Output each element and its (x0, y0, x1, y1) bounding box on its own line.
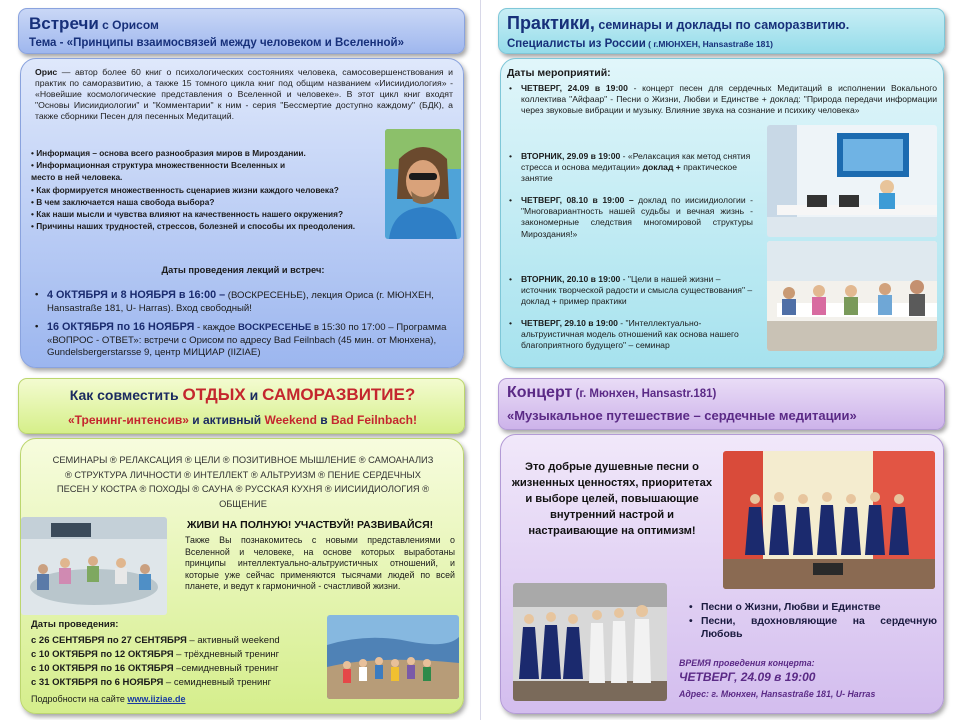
group-session-photo (21, 517, 167, 615)
concert-bullet: • Песни, вдохновляющие на сердечную Любовь (689, 615, 937, 640)
concert-subtitle: «Музыкальное путешествие – сердечные медитации» (507, 408, 857, 423)
seminar-stage-photo (767, 125, 937, 237)
training-title: Как совместить ОТДЫХ и САМОРАЗВИТИЕ? (69, 385, 416, 404)
hiking-group-photo (327, 615, 459, 699)
keywords-list: СЕМИНАРЫ ® РЕЛАКСАЦИЯ ® ЦЕЛИ ® ПОЗИТИВНОЕ МЫШЛЕНИЕ ® САМОАНАЛИЗ ® СТРУКТУРА ЛИЧНОСТИ ® ИНТЕЛЛЕКТ ® АЛЬТРУИЗМ ® ПЕНИЕ СЕРДЕЧНЫХ ПЕСЕН У КОСТРА ® ПОХОДЫ ® САУНА ® РУССКАЯ КУХНЯ ® ИИСИИДИОЛОГИЯ ® ОБЩЕНИЕ (52, 455, 434, 509)
training-slogan: ЖИВИ НА ПОЛНУЮ! УЧАСТВУЙ! РАЗВИВАЙСЯ! (187, 519, 434, 531)
topic-item: место в ней человека. (31, 172, 123, 183)
lecture-date-2: • 16 ОКТЯБРЯ по 16 НОЯБРЯ - каждое ВОСКРЕСЕНЬЕ в 15:30 по 17:00 – Программа «ВОПРОС - ОТВЕТ»: встречи с Орисом по адресу Bad Feilnbach (45 мин. от Мюнхена), Gundelsbergerstarsse 9, центр МИЦИАР (IIZIAE) (35, 321, 447, 358)
meetings-header (18, 8, 465, 54)
training-header (18, 378, 465, 434)
training-subtitle: «Тренинг-интенсив» и активный Weekend в Bad Feilnbach! (67, 413, 418, 427)
event-1: • ЧЕТВЕРГ, 24.09 в 19:00 - концерт песен для сердечных Медитаций в исполнении Вокального коллектива "Айфаар" - Песни о Жизни, Любви и Единстве + доклад: "Природа передачи информации через звуковые вибрации и музыку. Влияние звука на сознание и психику человека» (509, 83, 937, 116)
oris-intro: Орис — автор более 60 книг о психологических состояниях человека, самосовершенствования и практик по саморазвитию, а также 15 томного цикла книг под общим названием «Иисиидиология» - «Новейшие космологические представления о Вселенной и человеке». В этот цикл книг входят "Основы Иисиидиологии" и "Комментарии" к ним - серия "Бессмертие доступно каждому" (БДК), а также сборники Песен для песенных Медитаций. (35, 67, 453, 121)
practices-panel (500, 58, 944, 368)
concert-lead: Это добрые душевные песни о жизненных ценностях, приоритетах и выборе целей, повышающие внутренний настрой и настраивающие на оптимизм! (511, 461, 713, 537)
meetings-subtitle: Тема - «Принципы взаимосвязей между человеком и Вселенной» (29, 37, 405, 49)
choir-performance-photo (513, 583, 667, 701)
training-date: с 10 ОКТЯБРЯ по 16 ОКТЯБРЯ –семидневный тренинг (31, 663, 279, 674)
concert-bullets (689, 601, 937, 642)
choir-stage-photo (723, 451, 935, 589)
topic-item: • В чем заключается наша свобода выбора? (31, 196, 215, 207)
event-3: • ЧЕТВЕРГ, 08.10 в 19:00 – доклад по иисиидиологии - "Многовариантность нашей судьбы и вечная жизнь - закономерные следствия многомировой структуры Мироздания!» (509, 195, 753, 239)
topic-item: • Причины наших трудностей, стрессов, болезней и способы их преодоления. (31, 221, 356, 232)
concert-address: Адрес: г. Мюнхен, Hansastraße 181, U- Harras (679, 689, 876, 699)
center-divider (480, 0, 481, 720)
concert-title: Концерт (г. Мюнхен, Hansastr.181) (507, 384, 717, 401)
meetings-title: Встречи с Орисом (29, 14, 159, 33)
website-link[interactable]: www.iiziae.de (127, 694, 186, 704)
seminar-audience-photo (767, 241, 937, 351)
lecture-date-1: • 4 ОКТЯБРЯ и 8 НОЯБРЯ в 16:00 – (ВОСКРЕСЕНЬЕ), лекция Ориса (г. МЮНХЕН, Hansastraße 181, U- Harras). Вход свободный! (35, 289, 434, 314)
concert-header (498, 378, 945, 430)
training-description: Также Вы познакомитесь с новыми представлениями о Вселенной и человеке, на основе которых выработаны принципы интеллектуально-альтруистичных отношений, и которые уже сейчас применяются тысячами людей по всей планете, и ведут к гармоничной - счастливой жизни. (185, 535, 455, 592)
training-panel (20, 438, 464, 714)
practices-subtitle: Специалисты из России ( г.МЮНХЕН, Hansastraße 181) (507, 38, 773, 50)
meetings-panel (20, 58, 464, 368)
training-date: с 10 ОКТЯБРЯ по 12 ОКТЯБРЯ – трёхдневный тренинг (31, 649, 280, 660)
concert-bullet: • Песни о Жизни, Любви и Единстве (689, 602, 881, 613)
topic-item: • Информационная структура множественности Вселенных и (31, 160, 286, 171)
concert-panel (500, 434, 944, 714)
topic-list (31, 147, 401, 232)
concert-time: ЧЕТВЕРГ, 24.09 в 19:00 (679, 670, 816, 684)
training-dates-list (31, 634, 341, 690)
topic-item: • Информация – основа всего разнообразия миров в Мироздании. (31, 148, 306, 158)
concert-time-label: ВРЕМЯ проведения концерта: (679, 658, 815, 668)
event-5: • ЧЕТВЕРГ, 29.10 в 19:00 - "Интеллектуально-альтруистичная модель отношений как основа нашего благоприятного будущего" – семинар (509, 318, 739, 351)
event-4: • ВТОРНИК, 20.10 в 19:00 - "Цели в нашей жизни – источник творческой радости и смысла существования" – доклад + пример практики (509, 274, 753, 307)
training-dates-title: Даты проведения: (31, 619, 119, 630)
events-title: Даты мероприятий: (507, 67, 611, 79)
website-line: Подробности на сайте www.iiziae.de (31, 694, 186, 704)
training-date: с 26 СЕНТЯБРЯ по 27 СЕНТЯБРЯ – активный weekend (31, 635, 280, 646)
lectures-dates-title: Даты проведения лекций и встреч: (161, 265, 325, 275)
oris-portrait-photo (385, 129, 461, 239)
training-date: с 31 ОКТЯБРЯ по 6 НОЯБРЯ – семидневный тренинг (31, 677, 272, 688)
topic-item: • Как формируется множественность сценариев жизни каждого человека? (31, 184, 339, 195)
event-2: • ВТОРНИК, 29.09 в 19:00 - «Релаксация как метод снятия стресса и основа медитации» доклад + практическое занятие (509, 151, 751, 184)
topic-item: • Как наши мысли и чувства влияют на качественность нашего окружения? (31, 209, 344, 220)
practices-title: Практики, семинары и доклады по саморазвитию. (507, 13, 850, 33)
practices-header (498, 8, 945, 54)
